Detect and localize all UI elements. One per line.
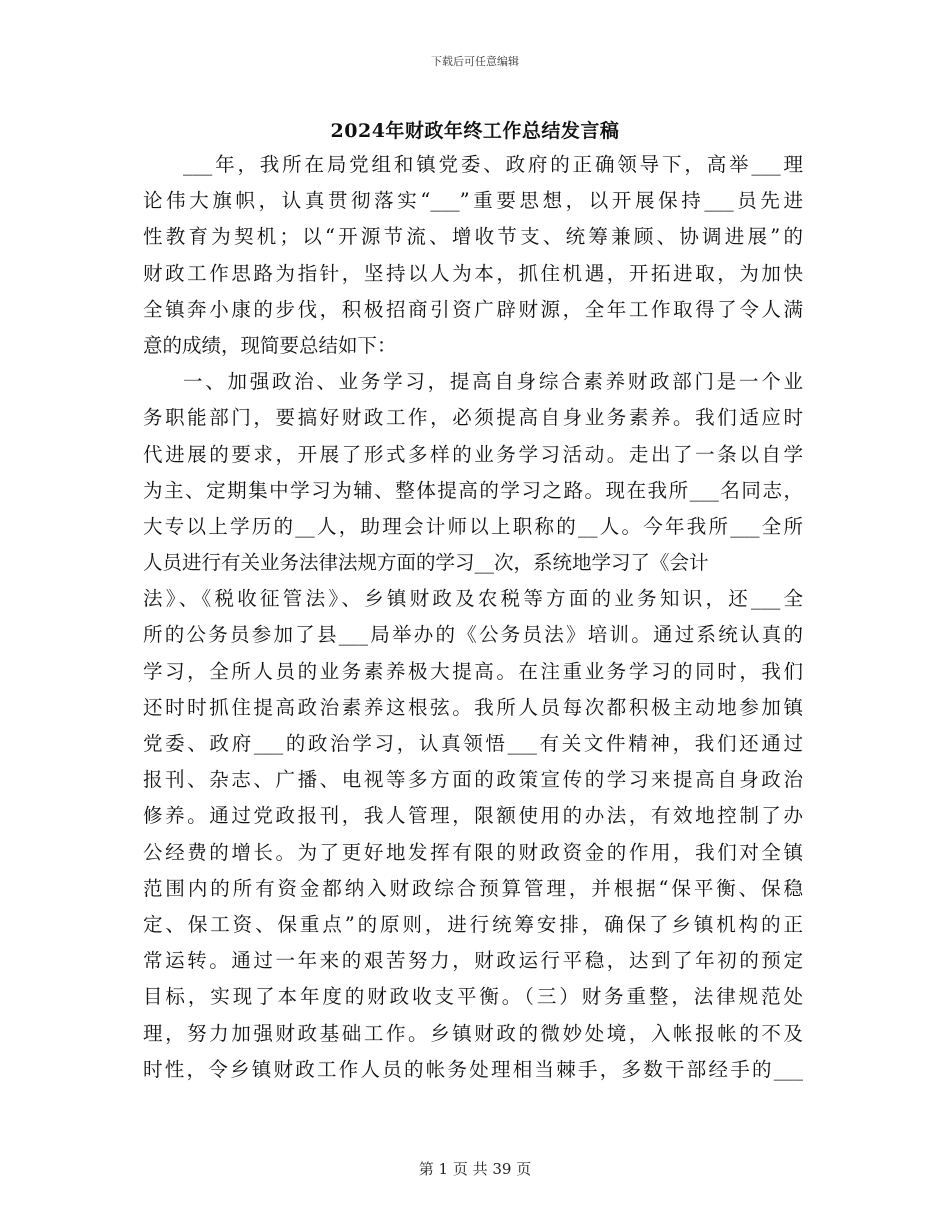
body-line: ___年，我所在局党组和镇党委、政府的正确领导下，高举___理: [183, 153, 803, 176]
body-line: 还时时抓住提高政治素养这根弦。我所人员每次都积极主动地参加镇: [143, 695, 803, 719]
body-line: 大专以上学历的__人，助理会计师以上职称的__人。今年我所___全所: [143, 514, 803, 538]
body-line: 报刊、杂志、广播、电视等多方面的政策宣传的学习来提高自身政治: [143, 768, 803, 792]
body-line: 公经费的增长。为了更好地发挥有限的财政资金的作用，我们对全镇: [143, 840, 803, 864]
page-number: 第 1 页 共 39 页: [418, 1160, 532, 1178]
body-line: 代进展的要求，开展了形式多样的业务学习活动。走出了一条以自学: [143, 442, 803, 466]
body-line: 意的成绩，现简要总结如下：: [143, 333, 397, 357]
body-line: 常运转。通过一年来的艰苦努力，财政运行平稳，达到了年初的预定: [143, 949, 803, 973]
document-body: [143, 147, 803, 1088]
body-line: 全镇奔小康的步伐，积极招商引资广辟财源，全年工作取得了令人满: [143, 297, 803, 321]
body-line: 目标，实现了本年度的财政收支平衡。（三）财务重整，法律规范处: [143, 985, 803, 1009]
body-line: 性教育为契机；以“开源节流、增收节支、统筹兼顾、协调进展”的: [143, 225, 803, 249]
body-line: 人员进行有关业务法律法规方面的学习__次，系统地学习了《会计: [143, 551, 709, 575]
body-line: 一、加强政治、业务学习，提高自身综合素养财政部门是一个业: [183, 370, 803, 394]
body-line: 财政工作思路为指针，坚持以人为本，抓住机遇，开拓进取，为加快: [143, 261, 803, 285]
body-line: 法》、《税收征管法》、乡镇财政及农税等方面的业务知识，还___全: [143, 587, 803, 611]
body-line: 时性，令乡镇财政工作人员的帐务处理相当棘手，多数干部经手的___: [143, 1057, 803, 1081]
body-line: 学习，全所人员的业务素养极大提高。在注重业务学习的同时，我们: [143, 659, 803, 683]
body-line: 理，努力加强财政基础工作。乡镇财政的微妙处境，入帐报帐的不及: [143, 1021, 803, 1045]
body-line: 为主、定期集中学习为辅、整体提高的学习之路。现在我所___名同志，: [143, 478, 803, 502]
document-title: 2024年财政年终工作总结发言稿: [330, 120, 620, 142]
page-header-note: 下载后可任意编辑: [431, 55, 519, 68]
body-line: 修养。通过党政报刊，我人管理，限额使用的办法，有效地控制了办: [143, 804, 803, 828]
body-line: 党委、政府___的政治学习，认真领悟___有关文件精神，我们还通过: [143, 732, 803, 755]
body-line: 所的公务员参加了县___局举办的《公务员法》培训。通过系统认真的: [143, 623, 803, 647]
body-line: 论伟大旗帜，认真贯彻落实“___”重要思想，以开展保持___员先进: [143, 189, 803, 213]
body-line: 务职能部门，要搞好财政工作，必须提高自身业务素养。我们适应时: [143, 406, 803, 430]
body-line: 范围内的所有资金都纳入财政综合预算管理，并根据“保平衡、保稳: [143, 876, 803, 900]
body-line: 定、保工资、保重点”的原则，进行统筹安排，确保了乡镇机构的正: [143, 912, 803, 936]
